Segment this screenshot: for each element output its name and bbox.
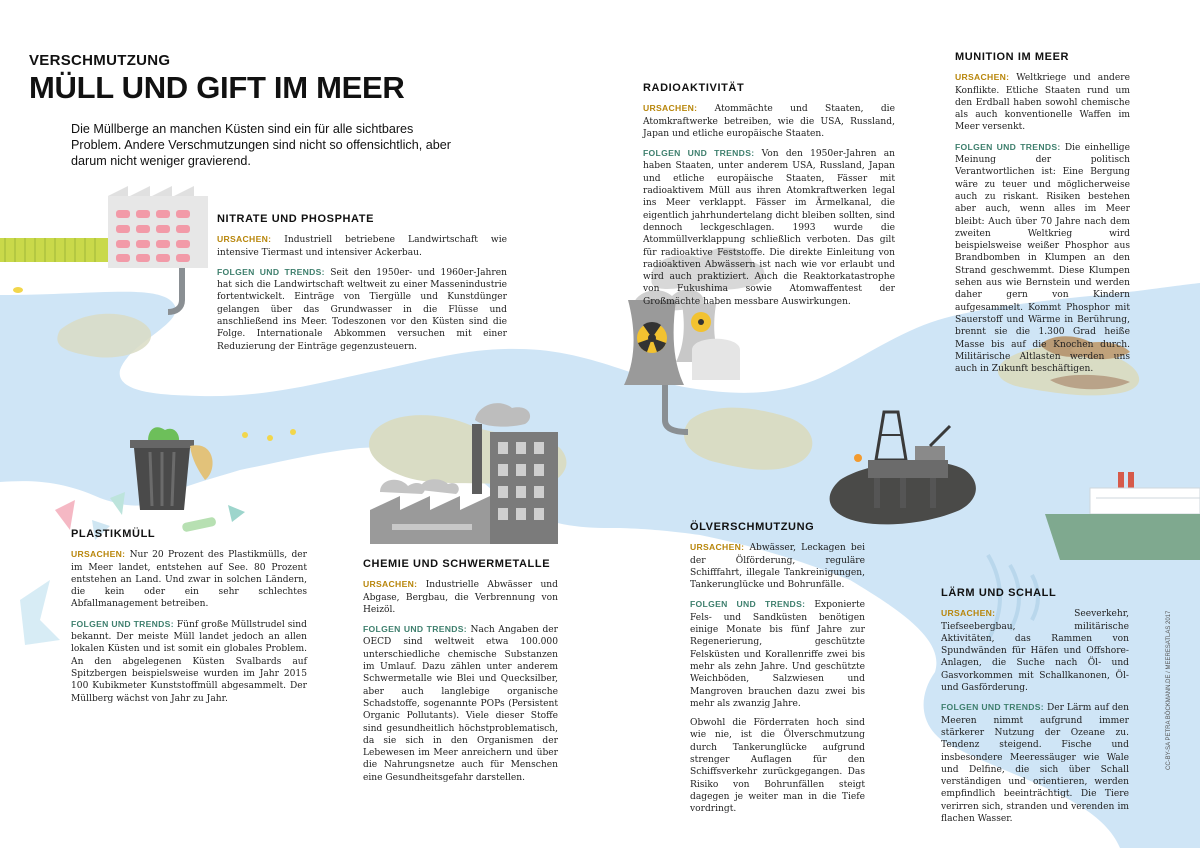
section-title: CHEMIE UND SCHWERMETALLE	[363, 558, 551, 570]
section-title: RADIOAKTIVITÄT	[643, 82, 745, 94]
trends-text: Seit den 1950er- und 1960er-Jahren hat sich die Landwirtschaft weltweit zu einer Massenindustrie fortentwickelt. Einträge von Tiergülle und Kunstdünger gelangen über das Grundwasser in die Flüsse und anschließend ins Meer. Todeszonen vor den Küsten sind die Folge. Internationale Abkommen versuchen mit einer Reduzierung der Einträge gegenzusteuern.	[217, 267, 507, 352]
section-title: ÖLVERSCHMUTZUNG	[690, 521, 815, 533]
section-title: MUNITION IM MEER	[955, 51, 1070, 63]
trends-label: FOLGEN UND TRENDS:	[643, 148, 755, 159]
trends-text: Fünf große Müllstrudel sind bekannt. Der meiste Müll landet jedoch an allen lokalen Küsten und ist somit ein globales Problem. An den abgelegenen Küsten Svalbards auf Spitzbergen beispielsweise wurden im Jahr 2015 100 Kubikmeter Kunststoffmüll abgesammelt. Der Müllberg wächst von Jahr zu Jahr.	[71, 619, 307, 704]
section-munition	[955, 51, 1130, 382]
causes-text: Industrielle Abwässer und Abgase, Bergbau, die Verbrennung von Heizöl.	[363, 580, 558, 615]
extra-paragraph: Obwohl die Förderraten hoch sind wie nie, ist die Ölverschmutzung durch Tankerunglücke aufgrund strenger Auflagen für den Schiffsverkehr zurückgegangen. Das Risiko von Bohrunfällen steigt dagegen je weiter man in die Tiefe vordringt.	[690, 718, 865, 815]
causes-label: URSACHEN:	[363, 579, 418, 590]
trends-paragraph	[690, 598, 865, 710]
trends-paragraph	[363, 623, 558, 784]
causes-paragraph	[217, 233, 507, 259]
causes-paragraph	[363, 578, 558, 616]
section-title: LÄRM UND SCHALL	[941, 587, 1057, 599]
trends-label: FOLGEN UND TRENDS:	[217, 266, 325, 277]
section-plastic	[71, 528, 307, 712]
causes-text: Atommächte und Staaten, die Atomkraftwerke betreiben, wie die USA, Russland, Japan und etliche europäische Staaten.	[643, 104, 895, 139]
causes-paragraph	[690, 541, 865, 591]
section-oil	[690, 521, 865, 823]
trends-paragraph	[941, 701, 1129, 825]
section-title: NITRATE UND PHOSPHATE	[217, 213, 375, 225]
trends-text: Die einhellige Meinung der politisch Verantwortlichen ist: Eine Bergung wäre zu teuer und möglicherweise auch zu riskant. Risiken bestehen aber auch, wenn alles im Meer bleibt: Auch über 70 Jahre nach dem zweiten Weltkrieg wird beispielsweise weißer Phosphor aus Brandbomben in Klumpen an den Strand geschwemmt. Diese Klumpen sehen aus wie Bernstein und werden daher gern von Kindern aufgesammelt. Kommt Phosphor mit Sauerstoff und Wärme in Berührung, brennt sie die 1.300 Grad heiße Masse bis auf die Knochen durch. Militärische Altlasten werden uns auch in Zukunft beschäftigen.	[955, 142, 1130, 375]
section-chemistry	[363, 558, 558, 791]
page-title: MÜLL UND GIFT IM MEER	[29, 70, 405, 105]
trends-paragraph	[71, 618, 307, 705]
causes-label: URSACHEN:	[643, 103, 698, 114]
causes-label: URSACHEN:	[217, 234, 272, 245]
causes-label: URSACHEN:	[690, 542, 745, 553]
causes-paragraph	[955, 71, 1130, 133]
trends-paragraph	[955, 141, 1130, 376]
causes-paragraph	[71, 548, 307, 610]
causes-label: URSACHEN:	[941, 608, 996, 619]
causes-text: Nur 20 Prozent des Plastikmülls, der im Meer landet, entstehen auf See. 80 Prozent entstehen an Land. Und zwar in solchen Ländern, die kein oder ein sehr schlechtes Abfallmanagement betreiben.	[71, 550, 307, 610]
trends-text: Nach Angaben der OECD sind weltweit etwa 100.000 unterschiedliche chemische Substanzen im Umlauf. Dazu zählen unter anderem Schwermetalle wie Blei und Quecksilber, aber auch langlebige organische Schadstoffe, sogenannte POPs (Persistent Organic Pollutants). Viele dieser Stoffe sind gesundheitlich höchstproblematisch, da sie sich in den Organismen der Lebewesen im Meer anreichern und über die Nahrungsnetze auch für Menschen eine Gesundheitsgefahr darstellen.	[363, 625, 559, 783]
kicker: VERSCHMUTZUNG	[29, 52, 171, 69]
causes-label: URSACHEN:	[71, 549, 126, 560]
intro-text: Die Müllberge an manchen Küsten sind ein für alle sichtbares Problem. Andere Verschmutzungen sind nicht so offensichtlich, aber darum nicht weniger gravierend.	[71, 122, 451, 168]
trends-label: FOLGEN UND TRENDS:	[955, 141, 1061, 152]
causes-text: Seeverkehr, Tiefseebergbau, militärische Aktivitäten, das Rammen von Spundwänden für Häfen und Offshore-Anlagen, die Suche nach Öl- und Gasvorkommen mit Schallkanonen, Öl- und Gasförderung.	[941, 609, 1129, 694]
section-title: PLASTIKMÜLL	[71, 528, 156, 540]
causes-text: Weltkriege und andere Konflikte. Etliche Staaten rund um den Erdball haben sowohl chemische als auch konventionelle Waffen im Meer versenkt.	[955, 73, 1130, 133]
causes-text: Abwässer, Leckagen bei der Ölförderung, reguläre Schifffahrt, illegale Tankreinigungen, Tankerunglücke und Bohrunfälle.	[690, 543, 865, 591]
credit-line: CC-BY-SA PETRA BÖCKMANN.DE / MEERESATLAS 2017	[1166, 610, 1172, 770]
trends-text: Der Lärm auf den Meeren nimmt aufgrund immer stärkerer Nutzung der Ozeane zu. Tendenz steigend. Fische und insbesondere Meeressäuger wie Wale und Delfine, die sich über Schall verständigen und orientieren, werden empfindlich beeinträchtigt. Die Tiere verirren sich, stranden und verenden im flachen Wasser.	[941, 703, 1129, 825]
causes-paragraph	[643, 102, 895, 140]
duck-icon	[13, 287, 23, 293]
causes-label: URSACHEN:	[955, 72, 1010, 83]
section-radioactivity	[643, 82, 895, 315]
causes-paragraph	[941, 607, 1129, 694]
trends-label: FOLGEN UND TRENDS:	[690, 599, 806, 610]
trends-label: FOLGEN UND TRENDS:	[941, 702, 1044, 713]
trends-paragraph	[643, 147, 895, 308]
causes-text: Industriell betriebene Landwirtschaft wie intensive Tiermast und intensiver Ackerbau.	[217, 235, 507, 258]
trends-text: Von den 1950er-Jahren an haben Staaten, unter anderem USA, Russland, Japan und etliche europäische Staaten, Fässer mit radioaktivem Müll aus ihren Atomkraftwerken legal ins Meer verklappt. Fässer im Ärmelkanal, die eigentlich jahrhundertelang dicht bleiben sollten, sind dennoch leckgeschlagen. 1993 wurde die Atommüllverklappung schließlich verboten. Das gilt für radioaktive Feststoffe. Die direkte Einleitung von radioaktiven Abwässern ist nach wie vor erlaubt und wird auch praktiziert. Auch die Reaktorkatastrophe von Fukushima sowie Atomwaffentest der Großmächte haben messbare Auswirkungen.	[643, 149, 895, 307]
crop-field-icon	[0, 238, 108, 262]
trends-text: Exponierte Fels- und Sandküsten benötigen einige Monate bis fünf Jahre zur Regenerierung, geschützte Felsküsten und Korallenriffe zwei bis mehr als zehn Jahre. Und geschützte Weichböden, Salzwiesen und Mangroven brauchen dazu zwei bis mehr als zwanzig Jahre.	[690, 600, 865, 709]
trends-paragraph	[217, 266, 507, 353]
section-nitrate	[217, 213, 507, 360]
section-noise	[941, 587, 1129, 832]
trends-label: FOLGEN UND TRENDS:	[363, 624, 467, 635]
trends-label: FOLGEN UND TRENDS:	[71, 618, 174, 629]
